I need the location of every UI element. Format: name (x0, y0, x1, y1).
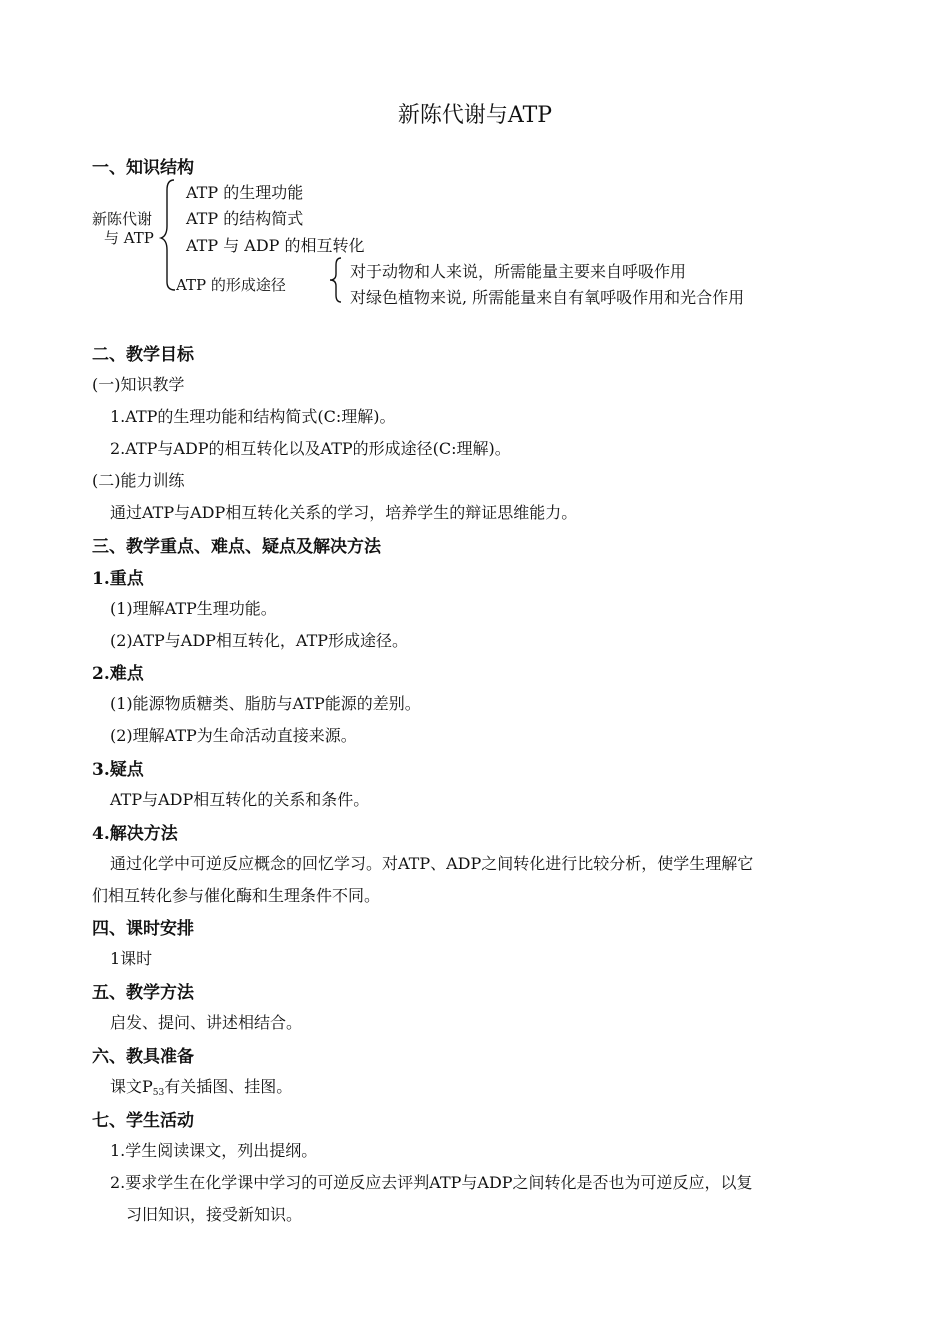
section-heading-student-activities: 七、学生活动 (92, 1111, 194, 1131)
tree-branch-4: ATP 的形成途径 (176, 276, 286, 294)
tree-root-line2: 与 ATP (104, 229, 154, 247)
section-heading-key-points: 三、教学重点、难点、疑点及解决方法 (92, 537, 381, 557)
tree-branch-2: ATP 的结构简式 (186, 209, 304, 228)
section-heading-schedule: 四、课时安排 (92, 919, 194, 939)
teaching-aids-text-pre: 课文P (110, 1077, 153, 1096)
goal-item-2: 2.ATP与ADP的相互转化以及ATP的形成途径(C:理解)。 (110, 439, 511, 458)
subheading-difficulty: 2.难点 (92, 664, 144, 684)
doubt-paragraph: ATP与ADP相互转化的关系和条件。 (110, 790, 370, 809)
subheading-solution: 4.解决方法 (92, 824, 178, 844)
focus-item-2: (2)ATP与ADP相互转化，ATP形成途径。 (110, 631, 409, 650)
tree-sub-branch-1: 对于动物和人来说，所需能量主要来自呼吸作用 (350, 262, 687, 281)
tree-branch-3: ATP 与 ADP 的相互转化 (186, 236, 365, 255)
solution-paragraph-line1: 通过化学中可逆反应概念的回忆学习。对ATP、ADP之间转化进行比较分析，使学生理解它 (110, 854, 754, 873)
tree-root-line1: 新陈代谢 (92, 210, 153, 228)
teaching-aids-page-subscript: 53 (152, 1088, 165, 1098)
section-heading-teaching-aids: 六、教具准备 (92, 1047, 194, 1067)
tree-branch-1: ATP 的生理功能 (186, 183, 304, 202)
difficulty-item-1: (1)能源物质糖类、脂肪与ATP能源的差别。 (110, 694, 421, 713)
section-heading-knowledge-structure: 一、知识结构 (92, 158, 194, 178)
teaching-aids-paragraph (110, 1074, 292, 1097)
tree-sub-brace (328, 256, 344, 304)
tree-sub-branch-2: 对绿色植物来说, 所需能量来自有氧呼吸作用和光合作用 (350, 288, 745, 307)
activity-item-2-line1: 2.要求学生在化学课中学习的可逆反应去评判ATP与ADP之间转化是否也为可逆反应，以复 (110, 1173, 753, 1192)
activity-item-2-line2: 习旧知识，接受新知识。 (126, 1205, 303, 1224)
subheading-knowledge-teaching: (一)知识教学 (92, 375, 185, 394)
schedule-paragraph: 1课时 (110, 949, 153, 968)
solution-paragraph-line2: 们相互转化参与催化酶和生理条件不同。 (92, 886, 381, 905)
section-heading-teaching-goals: 二、教学目标 (92, 345, 194, 365)
goal-item-1: 1.ATP的生理功能和结构简式(C:理解)。 (110, 407, 396, 426)
focus-item-1: (1)理解ATP生理功能。 (110, 599, 277, 618)
ability-paragraph: 通过ATP与ADP相互转化关系的学习，培养学生的辩证思维能力。 (110, 503, 578, 522)
teaching-aids-text-post: 有关插图、挂图。 (164, 1077, 293, 1096)
difficulty-item-2: (2)理解ATP为生命活动直接来源。 (110, 726, 357, 745)
section-heading-teaching-method: 五、教学方法 (92, 983, 194, 1003)
teaching-method-paragraph: 启发、提问、讲述相结合。 (110, 1013, 303, 1032)
subheading-ability-training: (二)能力训练 (92, 471, 185, 490)
subheading-doubt: 3.疑点 (92, 760, 144, 780)
subheading-focus: 1.重点 (92, 569, 144, 589)
page-title: 新陈代谢与ATP (397, 103, 553, 128)
activity-item-1: 1.学生阅读课文，列出提纲。 (110, 1141, 318, 1160)
